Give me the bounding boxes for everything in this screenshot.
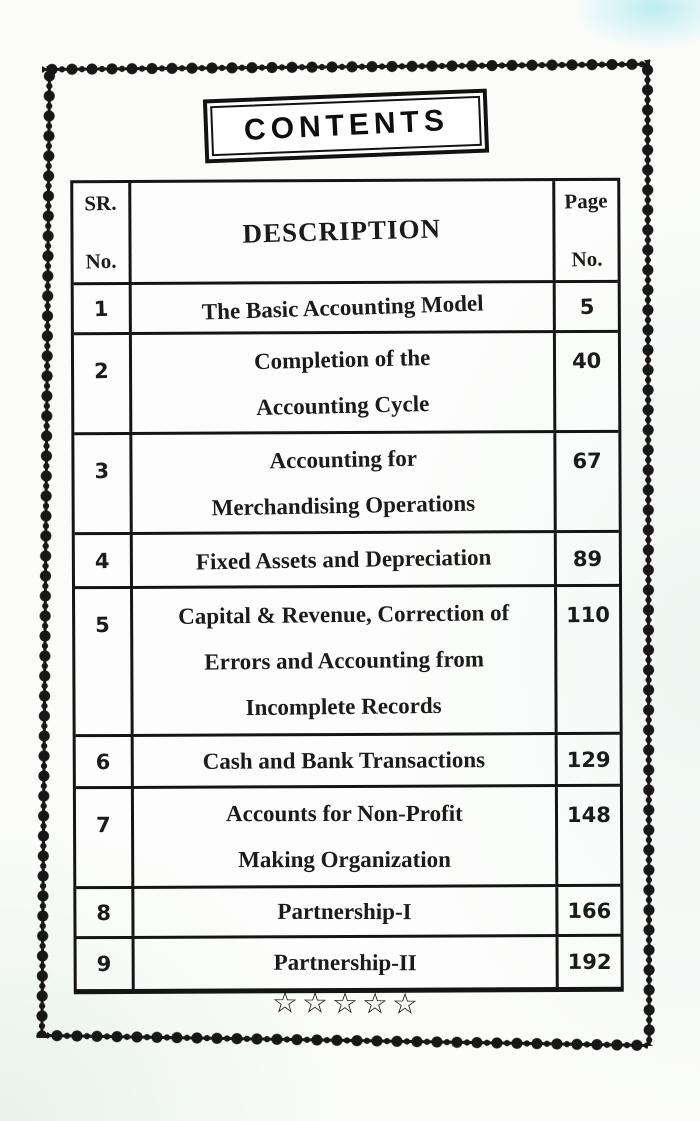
sr-cell bbox=[74, 435, 132, 532]
sr-value: 9 bbox=[96, 952, 112, 977]
description-line: Accounting Cycle bbox=[255, 390, 430, 420]
page-value: 110 bbox=[566, 602, 611, 628]
description-line: Partnership-I bbox=[277, 898, 413, 924]
page-value: 192 bbox=[567, 949, 612, 975]
sr-value: 3 bbox=[94, 458, 110, 484]
sr-cell bbox=[76, 889, 134, 936]
page-cell bbox=[556, 433, 618, 530]
table-row bbox=[76, 887, 620, 939]
description-line: Making Organization bbox=[238, 846, 452, 872]
page-cell bbox=[559, 937, 621, 987]
page-title: CONTENTS bbox=[242, 104, 450, 147]
table-row bbox=[77, 937, 621, 989]
table-row bbox=[74, 283, 618, 335]
page-cell bbox=[558, 887, 620, 934]
sr-cell bbox=[76, 789, 134, 886]
header-page-line2: No. bbox=[570, 246, 603, 272]
description-line: Fixed Assets and Depreciation bbox=[195, 544, 492, 574]
contents-title-inner-frame bbox=[210, 96, 482, 156]
sr-value: 4 bbox=[94, 548, 110, 573]
header-sr-line2: No. bbox=[85, 248, 117, 274]
beaded-border-right bbox=[640, 60, 657, 1046]
table-row bbox=[76, 735, 620, 789]
header-description-label: DESCRIPTION bbox=[242, 213, 442, 249]
sr-cell bbox=[75, 535, 133, 586]
page-value: 67 bbox=[572, 448, 603, 474]
table-header-row bbox=[73, 181, 617, 285]
sr-cell bbox=[77, 939, 135, 989]
table-row bbox=[75, 587, 620, 737]
description-line: Accounting for bbox=[268, 445, 417, 473]
description-line: Completion of the bbox=[254, 344, 431, 374]
sr-cell bbox=[74, 285, 132, 332]
sr-value: 1 bbox=[93, 296, 109, 321]
page-cell bbox=[558, 787, 620, 884]
page-cell bbox=[558, 735, 620, 784]
table-row bbox=[76, 787, 620, 889]
description-cell bbox=[132, 333, 556, 432]
description-cell bbox=[134, 887, 558, 936]
sr-value: 6 bbox=[95, 749, 111, 774]
page-cell bbox=[556, 283, 618, 330]
description-line: Merchandising Operations bbox=[211, 490, 476, 520]
description-line: Errors and Accounting from bbox=[203, 645, 484, 675]
header-sr-no bbox=[73, 183, 131, 282]
table-row bbox=[75, 533, 619, 589]
sr-cell bbox=[76, 737, 134, 786]
beaded-border-left bbox=[34, 66, 57, 1038]
sr-value: 2 bbox=[93, 358, 110, 384]
page-cell bbox=[557, 587, 620, 732]
page-cell bbox=[557, 533, 619, 584]
description-line: Accounts for Non-Profit bbox=[226, 800, 463, 826]
description-cell bbox=[132, 283, 556, 332]
sr-cell bbox=[74, 335, 132, 432]
description-line: Partnership-II bbox=[273, 949, 417, 976]
sr-value: 5 bbox=[95, 612, 111, 638]
description-cell bbox=[133, 533, 557, 586]
description-line: The Basic Accounting Model bbox=[201, 289, 484, 325]
sr-cell bbox=[75, 589, 134, 734]
page-value: 89 bbox=[573, 546, 603, 571]
page-value: 5 bbox=[579, 294, 595, 319]
table-row bbox=[74, 433, 618, 535]
beaded-border-top bbox=[42, 57, 650, 77]
description-cell bbox=[133, 587, 558, 734]
description-line: Capital & Revenue, Correction of bbox=[177, 599, 510, 629]
description-line: Incomplete Records bbox=[245, 692, 443, 720]
contents-table bbox=[70, 178, 624, 994]
description-cell bbox=[134, 735, 558, 786]
page-value: 148 bbox=[567, 802, 611, 827]
page-value: 40 bbox=[572, 348, 602, 374]
header-page-line1: Page bbox=[564, 188, 609, 214]
header-sr-line1: SR. bbox=[84, 190, 118, 216]
description-cell bbox=[134, 787, 558, 886]
table-row bbox=[74, 333, 618, 435]
page-cell bbox=[556, 333, 618, 430]
page-value: 166 bbox=[567, 898, 612, 923]
sr-value: 7 bbox=[96, 813, 111, 838]
header-description bbox=[131, 181, 555, 282]
contents-title-box bbox=[203, 89, 489, 164]
description-line: Cash and Bank Transactions bbox=[203, 746, 486, 774]
header-page-no bbox=[555, 181, 617, 280]
page-value: 129 bbox=[566, 747, 611, 772]
star-decoration: ☆☆☆☆☆ bbox=[271, 987, 423, 1021]
description-cell bbox=[132, 433, 556, 532]
sr-value: 8 bbox=[96, 900, 112, 925]
beaded-border-bottom bbox=[47, 1028, 648, 1053]
description-cell bbox=[135, 937, 559, 989]
